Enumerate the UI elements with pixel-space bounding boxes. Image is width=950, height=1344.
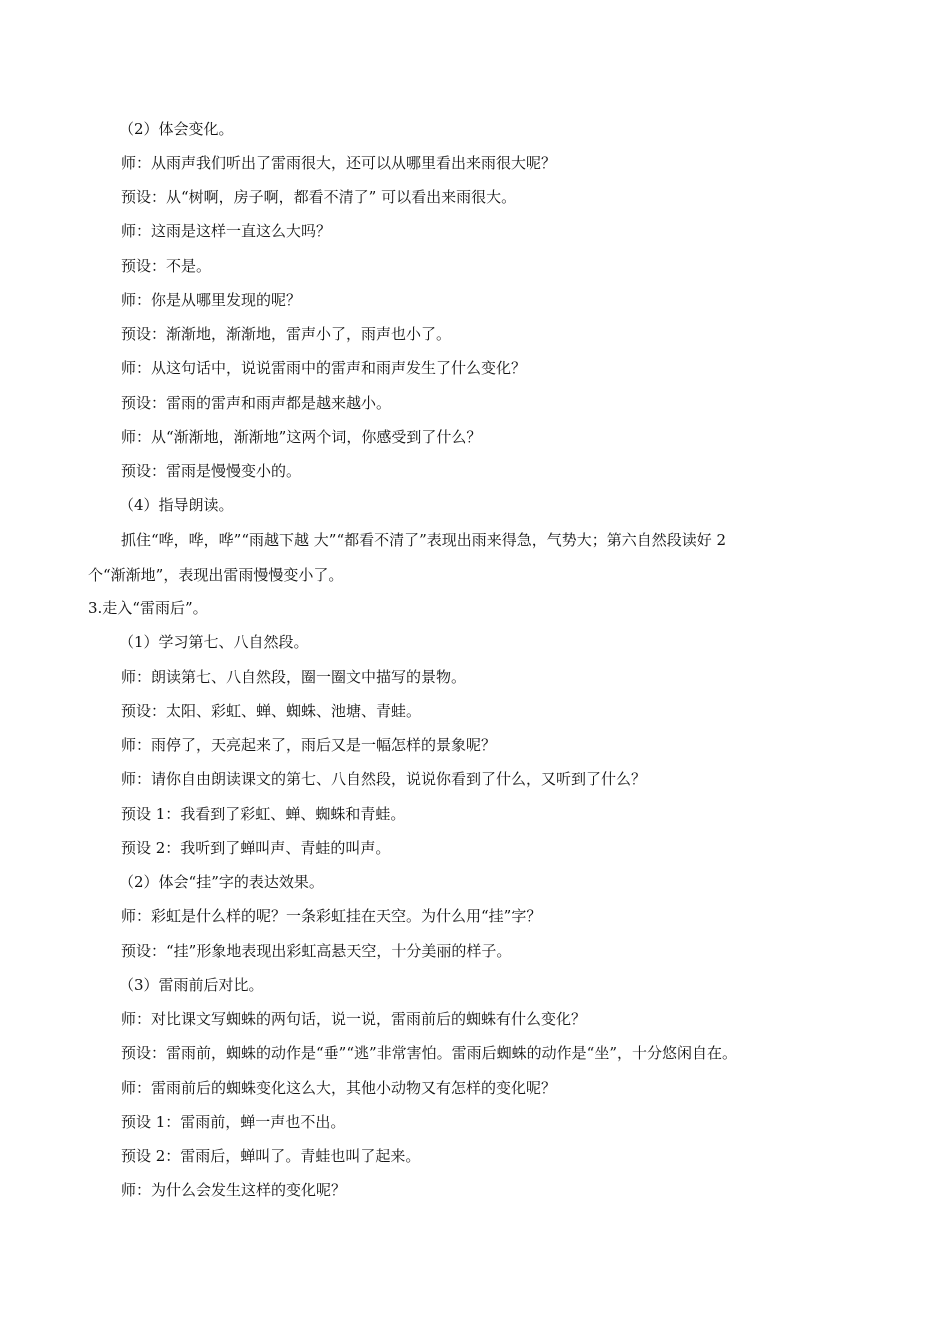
paragraph-line: 预设：渐渐地，渐渐地，雷声小了，雨声也小了。 [121, 325, 452, 343]
paragraph-line: 预设 1：雷雨前，蝉一声也不出。 [121, 1113, 346, 1131]
paragraph-line: 师：从雨声我们听出了雷雨很大，还可以从哪里看出来雨很大呢？ [121, 154, 557, 172]
paragraph-line: 抓住“哗，哗，哗”“雨越下越 大”“都看不清了”表现出雨来得急，气势大；第六自然段读好 2 [121, 531, 727, 549]
paragraph-line: 师：你是从哪里发现的呢？ [121, 291, 302, 309]
paragraph-line: 预设：不是。 [121, 257, 212, 275]
paragraph-line: 师：雨停了，天亮起来了，雨后又是一幅怎样的景象呢？ [121, 736, 497, 754]
paragraph-line: 师：彩虹是什么样的呢？一条彩虹挂在天空。为什么用“挂”字？ [121, 907, 542, 925]
paragraph-line: 师：从这句话中，说说雷雨中的雷声和雨声发生了什么变化？ [121, 359, 527, 377]
subheading-study-paragraphs: （1）学习第七、八自然段。 [119, 633, 309, 651]
paragraph-line: 预设 1：我看到了彩虹、蝉、蜘蛛和青蛙。 [121, 805, 406, 823]
subheading-before-after-comparison: （3）雷雨前后对比。 [119, 976, 264, 994]
paragraph-line: 师：从“渐渐地，渐渐地”这两个词，你感受到了什么？ [121, 428, 482, 446]
paragraph-line: 预设：雷雨的雷声和雨声都是越来越小。 [121, 394, 392, 412]
paragraph-line: 师：请你自由朗读课文的第七、八自然段，说说你看到了什么，又听到了什么？ [121, 770, 647, 788]
subheading-reading-guidance: （4）指导朗读。 [119, 496, 234, 514]
paragraph-line: 预设 2：我听到了蝉叫声、青蛙的叫声。 [121, 839, 391, 857]
subheading-hang-character: （2）体会“挂”字的表达效果。 [119, 873, 324, 891]
paragraph-line: 预设：雷雨前，蜘蛛的动作是“垂”“逃”非常害怕。雷雨后蜘蛛的动作是“坐”，十分悠闲自在。 [121, 1044, 738, 1062]
paragraph-line: 师：朗读第七、八自然段，圈一圈文中描写的景物。 [121, 668, 467, 686]
paragraph-line: 预设 2：雷雨后，蝉叫了。青蛙也叫了起来。 [121, 1147, 421, 1165]
paragraph-line: 师：雷雨前后的蜘蛛变化这么大，其他小动物又有怎样的变化呢？ [121, 1079, 557, 1097]
paragraph-line: 师：这雨是这样一直这么大吗？ [121, 222, 332, 240]
section-heading-after-storm: 3.走入“雷雨后”。 [88, 599, 208, 617]
paragraph-line: 预设：从“树啊，房子啊，都看不清了” 可以看出来雨很大。 [121, 188, 517, 206]
paragraph-line: 师：为什么会发生这样的变化呢？ [121, 1181, 347, 1199]
paragraph-line: 预设：雷雨是慢慢变小的。 [121, 462, 302, 480]
paragraph-line: 个“渐渐地”，表现出雷雨慢慢变小了。 [88, 566, 344, 584]
paragraph-line: 预设：“挂”形象地表现出彩虹高悬天空，十分美丽的样子。 [121, 942, 512, 960]
paragraph-line: 预设：太阳、彩虹、蝉、蜘蛛、池塘、青蛙。 [121, 702, 422, 720]
paragraph-line: 师：对比课文写蜘蛛的两句话，说一说，雷雨前后的蜘蛛有什么变化？ [121, 1010, 587, 1028]
subheading-experience-change: （2）体会变化。 [119, 120, 234, 138]
